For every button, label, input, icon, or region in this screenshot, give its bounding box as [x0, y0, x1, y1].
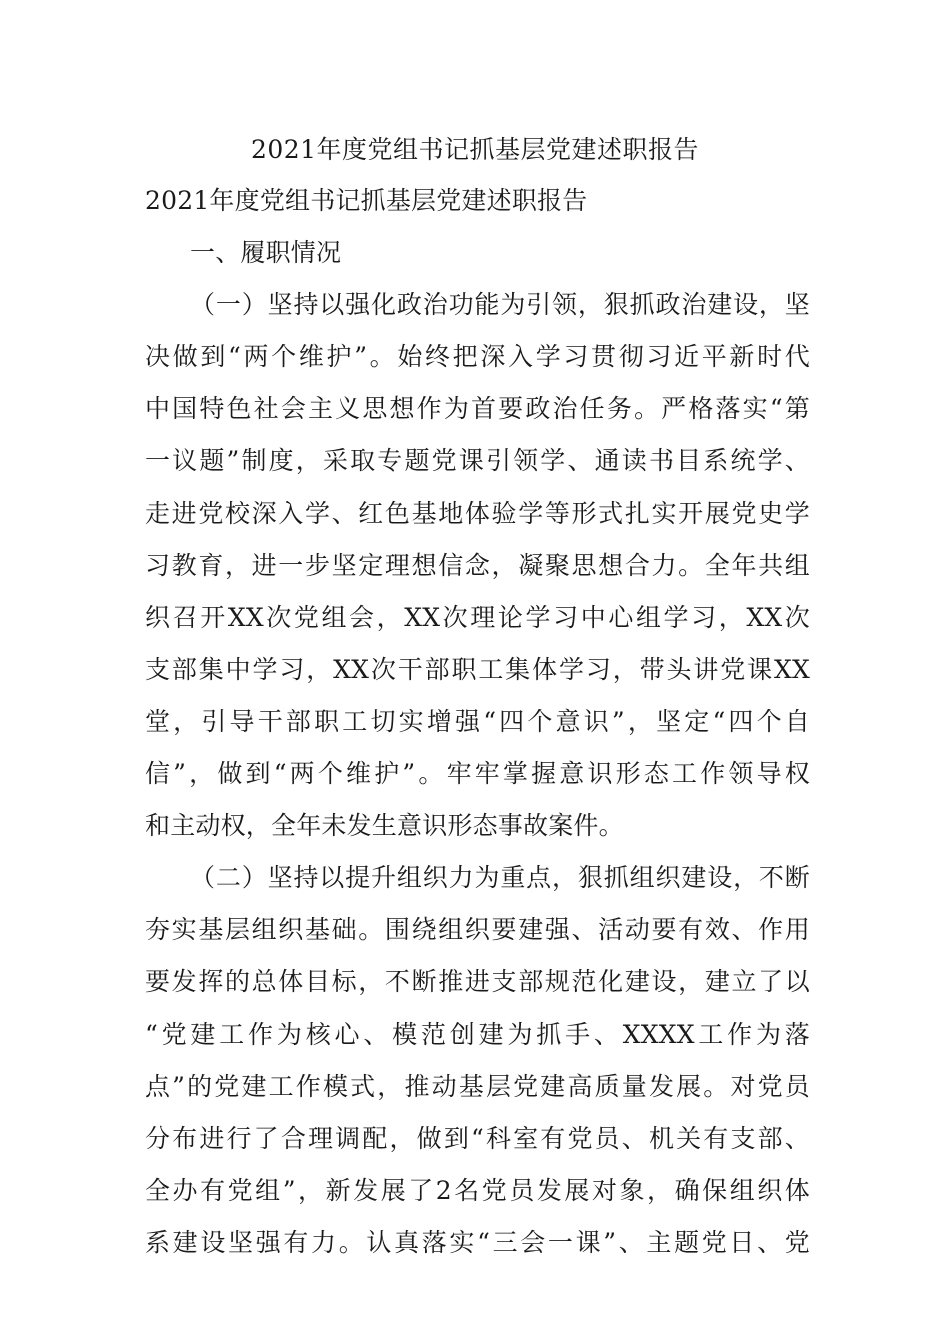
document-title: 2021年度党组书记抓基层党建述职报告	[250, 135, 700, 164]
paragraph-line: 走进党校深入学、红色基地体验学等形式扎实开展党史学	[145, 498, 810, 528]
paragraph-line: 要发挥的总体目标，不断推进支部规范化建设，建立了以	[145, 967, 810, 997]
paragraph-line: 一议题”制度，采取专题党课引领学、通读书目系统学、	[145, 446, 810, 476]
paragraph-line: 夯实基层组织基础。围绕组织要建强、活动要有效、作用	[145, 915, 810, 945]
paragraph-line: 堂，引导干部职工切实增强“四个意识”，坚定“四个自	[145, 706, 810, 736]
paragraph-line: （二）坚持以提升组织力为重点，狠抓组织建设，不断	[190, 863, 810, 893]
paragraph-line: 习教育，进一步坚定理想信念，凝聚思想合力。全年共组	[145, 550, 810, 580]
paragraph-line: 全办有党组”，新发展了2名党员发展对象，确保组织体	[145, 1175, 810, 1205]
paragraph-line: 系建设坚强有力。认真落实“三会一课”、主题党日、党	[145, 1227, 810, 1257]
paragraph-line: 信”，做到“两个维护”。牢牢掌握意识形态工作领导权	[145, 759, 810, 789]
paragraph-line: 织召开XX次党组会，XX次理论学习中心组学习，XX次	[145, 602, 810, 632]
section-heading: 一、履职情况	[190, 238, 342, 268]
paragraph-line: 和主动权，全年未发生意识形态事故案件。	[145, 811, 624, 841]
paragraph-line: 决做到“两个维护”。始终把深入学习贯彻习近平新时代	[145, 342, 810, 372]
subtitle-line: 2021年度党组书记抓基层党建述职报告	[145, 186, 588, 215]
document-body	[145, 181, 810, 1275]
paragraph-line: 分布进行了合理调配，做到“科室有党员、机关有支部、	[145, 1123, 810, 1153]
paragraph-line: “党建工作为核心、模范创建为抓手、XXXX工作为落	[145, 1019, 810, 1049]
paragraph-line: 支部集中学习，XX次干部职工集体学习，带头讲党课XX	[145, 654, 810, 684]
paragraph-line: （一）坚持以强化政治功能为引领，狠抓政治建设，坚	[190, 290, 810, 320]
paragraph-line: 点”的党建工作模式，推动基层党建高质量发展。对党员	[145, 1071, 810, 1101]
paragraph-line: 中国特色社会主义思想作为首要政治任务。严格落实“第	[145, 394, 810, 424]
